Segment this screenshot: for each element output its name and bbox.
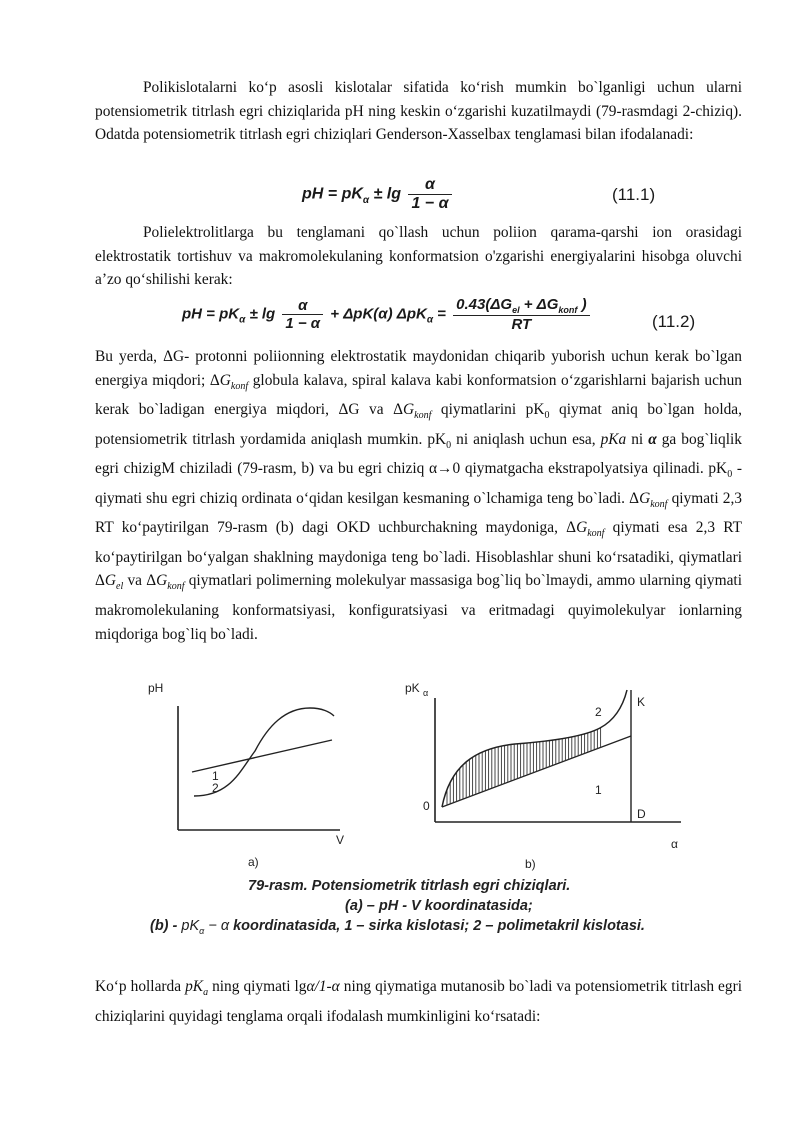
eq1-lhs: pH = pK [302, 185, 363, 203]
paragraph-polyelectrolyte: Polielektrolitlarga bu tenglamani qo`llash uchun poliion qarama-qarshi ion orasidagi elektrostatik tortishuv va makromolekulaning konformatsion o'zgarishi energiyalarini hisobga oluvchi a’zo qo‘shilishi kerak: [95, 224, 742, 288]
eq2-lhs: pH = pK [182, 305, 240, 323]
figure-caption-line2: (a) – pH - V koordinatasida; [345, 898, 533, 914]
eq1-numerator: α [408, 176, 451, 195]
p3-s6: ni [626, 430, 649, 448]
p3-s5: ni aniqlash uchun esa, [451, 430, 601, 448]
fig-b-origin: 0 [423, 799, 430, 813]
eq2-tail: + ΔpK(α) ΔpK [326, 305, 427, 323]
eq2-num2a: 0.43(ΔG [456, 296, 513, 313]
p3-g2: G [403, 401, 415, 419]
eq1-sub: α [362, 194, 370, 206]
fig-b-point-d: D [637, 807, 646, 821]
p3-pka: pKa [600, 430, 627, 448]
fig-b-point-k: K [637, 695, 646, 709]
p3-s10: qiymati esa 2,3 RT ko‘paytirilgan bo‘yalgan shaklning maydoniga teng bo`ladi. Hisoblashlar shuni ko‘rsatadiki, qiymatlari Δ [95, 519, 743, 590]
p4-pksub: a [203, 987, 209, 999]
eq2-num2-sub1: el [512, 305, 520, 315]
caption-line3-mathsub: α [199, 925, 205, 936]
fig-b-label-2: 2 [595, 705, 602, 719]
figure-79a-ph-v [140, 676, 370, 876]
p3-g3: G [639, 489, 651, 507]
paragraph-explanation [95, 345, 742, 646]
eq2-sub: α [239, 314, 246, 326]
eq2-denominator-1: 1 − α [285, 315, 321, 332]
paragraph-intro: Polikislotalarni ko‘p asosli kislotalar sifatida ko‘rish mumkin bo`lganligi uchun ularni potensiometrik titrlash egri chiziqlarida pH ning keskin o‘zgarishi kuzatilmaydi (79-rasmdagi 2-chiziq). Odatda potensiometrik titrlash egri chiziqlari Genderson-Xasselbax tenglamasi bilan ifodalanadi: [95, 79, 742, 143]
p3-g2sub: konf [414, 410, 432, 422]
p3-s4sub: 0 [446, 439, 452, 451]
p4-pk: pK [185, 978, 204, 995]
p3-s2: globula kalava, spiral kalava kabi konformatsion o‘zgarishlarni bajarish uchun kerak bo`ladigan energiya miqdori, ΔG va Δ [95, 371, 743, 419]
p3-g1: G [219, 371, 231, 389]
eq2-denominator-2: RT [511, 316, 532, 333]
eq1-mid: ± lg [369, 185, 401, 203]
eq2-num2b: + ΔG [519, 296, 559, 313]
p3-g5sub: el [116, 581, 124, 593]
p3-s7sub: 0 [727, 469, 733, 481]
equation-11-2 [182, 296, 593, 333]
fig-a-ylabel: pH [148, 681, 164, 695]
p3-g5: G [104, 572, 117, 590]
p4-frac: α/1-α [306, 978, 340, 995]
fig-b-hatched-area [447, 728, 601, 805]
eq2-fraction-2 [453, 296, 589, 333]
p3-s3: qiymatlarini pK [431, 401, 545, 419]
eq2-fraction-1 [282, 297, 323, 332]
p3-s9: qiymati 2,3 RT ko‘paytirilgan 79-rasm (b) dagi OKD uchburchakning maydoniga, Δ [95, 489, 742, 537]
figure-79b-pk-alpha [405, 676, 705, 876]
eq2-mid: ± lg [245, 305, 276, 323]
p3-s3sub: 0 [544, 410, 550, 422]
p3-s12: qiymatlari polimerning molekulyar massasiga bog`liq bo`lmaydi, ammo ularning qiymati makromolekulaning konformatsiyasi, konfiguratsiyasi va eritmadagi quyimolekulyar ionlarning miqdoriga bog`liq bo`ladi. [95, 572, 742, 643]
fig-a-panel: a) [248, 855, 259, 869]
caption-line3-post: koordinatasida, 1 – sirka kislotasi; 2 – polimetakril kislotasi. [229, 918, 645, 934]
p3-s4: qiymat aniq bo`lgan holda, potensiometrik titrlash yordamida aniqlash mumkin. pK [95, 401, 742, 448]
fig-a-label-2: 2 [212, 781, 219, 795]
eq2-eqsign: = [433, 305, 451, 323]
p3-g1sub: konf [230, 380, 249, 392]
p3-g3sub: konf [650, 498, 668, 510]
p3-s7: ga bog`liqlik egri chizigM chiziladi (79-rasm, b) va bu egri chiziq α→0 qiymatgacha ekstrapolyatsiya qilinadi. pK [95, 430, 742, 478]
eq2-numerator-2 [453, 296, 589, 316]
equation-11-1-number: (11.1) [612, 185, 656, 204]
eq1-denominator: 1 − α [411, 195, 449, 212]
p4-s3: ning qiymatiga mutanosib bo`ladi va potensiometrik titrlash egri chiziqlarini quyidagi tenglama orqali ifodalash mumkinligini ko‘rsatadi: [95, 978, 742, 1025]
p4-s1: Ko‘p hollarda [95, 978, 186, 995]
p3-alpha: α [648, 430, 657, 448]
fig-a-xlabel: V [336, 833, 345, 847]
equation-11-2-number: (11.2) [652, 312, 696, 331]
p3-s11: va Δ [123, 572, 157, 590]
fig-a-curve-1 [192, 740, 332, 772]
eq2-num2c: ) [577, 296, 587, 313]
eq1-fraction [408, 176, 451, 213]
figure-caption-line1: 79-rasm. Potensiometrik titrlash egri chiziqlari. [248, 878, 571, 894]
fig-a-label-1: 1 [212, 769, 219, 783]
p3-g4: G [576, 519, 588, 537]
caption-line3-math2: − α [204, 918, 230, 934]
caption-line3-math: pK [181, 918, 200, 934]
eq2-tailsub: α [426, 314, 434, 326]
eq2-num2-sub2: konf [558, 305, 578, 315]
eq2-numerator-1: α [282, 297, 323, 315]
caption-line3-pre: (b) - [150, 918, 182, 934]
figure-caption-line3 [150, 918, 645, 936]
fig-b-label-1: 1 [595, 783, 602, 797]
fig-b-panel: b) [525, 857, 536, 871]
paragraph-conclusion [95, 975, 742, 1028]
p3-g4sub: konf [587, 528, 605, 540]
fig-b-ysub: α [423, 688, 429, 698]
p4-s2: ning qiymati lg [208, 978, 307, 995]
fig-b-ylabel: pK [405, 681, 420, 695]
p3-g6: G [156, 572, 168, 590]
equation-11-1 [302, 176, 455, 213]
fig-b-xlabel: α [671, 837, 678, 851]
p3-g6sub: konf [167, 581, 185, 593]
p3-s1: Bu yerda, ΔG- protonni poliionning elektrostatik maydonidan chiqarib yuborish uchun kerak bo`lgan energiya miqdori; Δ [95, 348, 742, 389]
p3-s8: - qiymati shu egri chiziq ordinata o‘qidan kesilgan kesmaning o`lchamiga teng bo`ladi. Δ [95, 460, 742, 507]
